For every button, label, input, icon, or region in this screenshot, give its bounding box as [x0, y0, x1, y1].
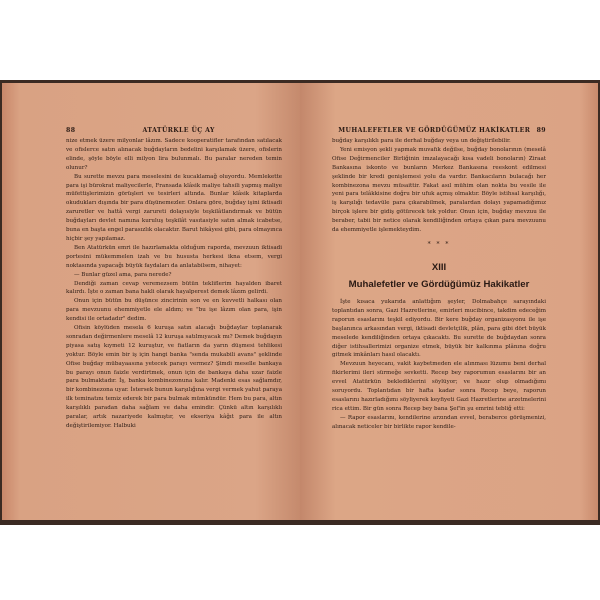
paragraph: — Bunlar güzel ama, para nerede?: [74, 271, 172, 278]
right-page-body: [332, 137, 546, 432]
paragraph: İşte kısaca yukarıda anlattığım şeyler, Dolmabahçe sarayındaki toplantıdan sonra, Gazi Hazretlerine, emirleri mucibince, takdim edeceğim raporun esaslarını teşkil ediyordu. Bir kere buğday organizasyonu ile işe başlanınca arkasından vergi, iktisadi devletçilik, plân, para gibi dört büyük meselede kendiliğinden ortaya çıkacaktı. Bu surette de buğdaydan sonra diğer istihsallerimizi organize etmek, büyük bir kalkınma plânına doğru gitmek imkânları hasıl olacaktı.: [332, 298, 546, 359]
paragraph: Yeni emisyon şekli yapmak muvafık değilse, buğday bonolarının (meselâ Ofise Değirmenciler Birliğinin imzalayacağı kısa vadeli bonoların) Ziraat Bankasına iskonto ve bunların Merkez Bankasına reeskont edilmesi şeklinde bir kredi genişlemesi yolu da vardır. Bankacıların bulacağı her kombinezona mevzu müsaittir. Fakat asıl mühim olan nokta bu vesile ile yeni para telâkkisine doğru bir ufuk açmış olmaktır. Böyle istihsal karşılığı, iş karşılığı tedavüle para çıkarabilmek, paralardan dolayı yapamadığımız birçok işlere bir gidiş götürecek tek yoldur. Onun için, buğday mevzuu ile beraber, tabii bir netice olarak kendiliğinden ortaya çıkan para mevzuunu da ehemmiyetle işlemekteydim.: [332, 146, 546, 234]
paragraph: Dendiği zaman cevap veremezsem bütün tekliflerim hayalden ibaret kalırdı. İşte o zaman bana hakli olarak hayalperest demek lâzım gelirdi.: [66, 280, 282, 296]
paragraph: nize etmek üzere milyonlar lâzım. Sadece kooperatifler tarafından satılacak ve ofislerce satın alınacak buğdayların bedelini karşılamak üzere, ofislerin elinde, şöyle böyle elli milyon lira bulunmalı. Bu paralar nereden temin olunur?: [66, 138, 282, 171]
paragraph: Ben Atatürkün emri ile hazırlamakta olduğum raporda, mevzuun iktisadi portesini mükemmelen izah ve bu hususta herkesi ikna etsem, vergi noktasında yapacağı büyük faydaları da anlatabilsem, nihayet:: [66, 244, 282, 269]
paragraph: Bu surette mevzu para meselesini de kucaklamağ oluyordu. Memlekette para işi bürokrat maliyecilerle, Fransada klâsik maliye tahsili yapmış maliye müfettişlerimizin görüşleri ve tesirleri altında. Bunlar klâsik kitaplarda okudukları dışında bir para düşünemezler. Onlara göre, buğday işini iktisadi zaruretler ve hattâ vergi zarureti dolayısiyle teşkilâtlandırmak ve bütün buğdayları devlet namına kuruluş teşkilât vasıtasiyle satın almak icabetse, buna en başta engel parasızlık olacaktır. Barut hikâyesi gibi, para olmayınca hiçbir şey yapılamaz.: [66, 173, 282, 242]
paragraph: buğday karşılıklı para ile derhal buğday veya un değiştirilebilir.: [332, 138, 511, 144]
left-page-number: 88: [66, 127, 76, 134]
paragraph: Ofisin köylüden mesela 6 kuruşa satın alacağı buğdaylar toplanarak sonradan değirmenlere meselâ 12 kuruşa satılmıyacak mı? Demek buğdayın piyasa satış kıymeti 12 kuruştur, ve fiatların da yarın düşmesi tehlikesi yoktur. Böyle emin bir iş için hangi banka "senda mukabili avans" şeklinde Ofise buğday mübayaasına yetecek parayı vermez? Şimdi meselle bankaya bu parayı onun faizle verdirtmek, onun için de bankaya daha uzar faizle para bulmaktadır. İş, banka kombinezonuna kalır. Madenki esas sağlamdır, bir kombinezona uyar. İstersek bunun karşılığına vergi vermek yahut paraya ilk teminatını temiz ederek bir para bulmak mümkündür. Hem bu para, altın karşılıklı paradan daha sağlam ve daha emindir. Çünkü altın karşılıklı paralar, artık nazariyede kalmıştır, ve ekseriya kâğıt para ile altın değiştirilemiyor. Halbuki: [66, 325, 282, 429]
section-separator: * * *: [427, 240, 451, 248]
open-book: [0, 80, 600, 525]
left-page-body: [66, 137, 282, 431]
paragraph: — Rapor esaslarını, kendilerine arzından evvel, beraberce görüşmenizi, alınacak neticeler bir birlikte rapor kendile-: [332, 414, 546, 430]
right-running-head: [332, 127, 546, 134]
paragraph: Onun için bütün bu düşünce zincirinin son ve en kuvvetli halkası olan para mevzuunu ehemmiyetle ele aldım; ve "bu işe lâzım olan para, işin kendisi ile ortadadır" dedim.: [66, 298, 282, 323]
right-running-title: MUHALEFETLER VE GÖRDÜĞÜMÜZ HAKİKATLER: [338, 127, 531, 134]
right-page-number: 89: [536, 127, 546, 134]
left-running-head: [66, 127, 282, 134]
left-page: [2, 83, 300, 520]
paragraph: Mevzuun heyecanı, vakit kaybetmeden ele alınması lüzumu beni derhal fikirlerimi ileri sürmeğe sevketti. Recep bey raporumun esaslarını bir an evvel Atatürkün beklediklerini söylüyor; ve hazır olup olmadığımı soruyordu. Toplantıdan bir hafta kadar sonra Recep beye, raporun esaslarını hazırladığımı söyliyerek keyfiyeti Gazi Hazretlerine arzetmelerini rica ettim. Bir gün sonra Recep bey bana Şef'in şu emrini tebliğ etti:: [332, 361, 546, 412]
right-page: [300, 83, 598, 520]
chapter-title: Muhalefetler ve Gördüğümüz Hakikatler: [348, 278, 530, 290]
left-running-title: ATATÜRKLE ÜÇ AY: [142, 127, 215, 134]
chapter-number: XIII: [431, 261, 447, 273]
